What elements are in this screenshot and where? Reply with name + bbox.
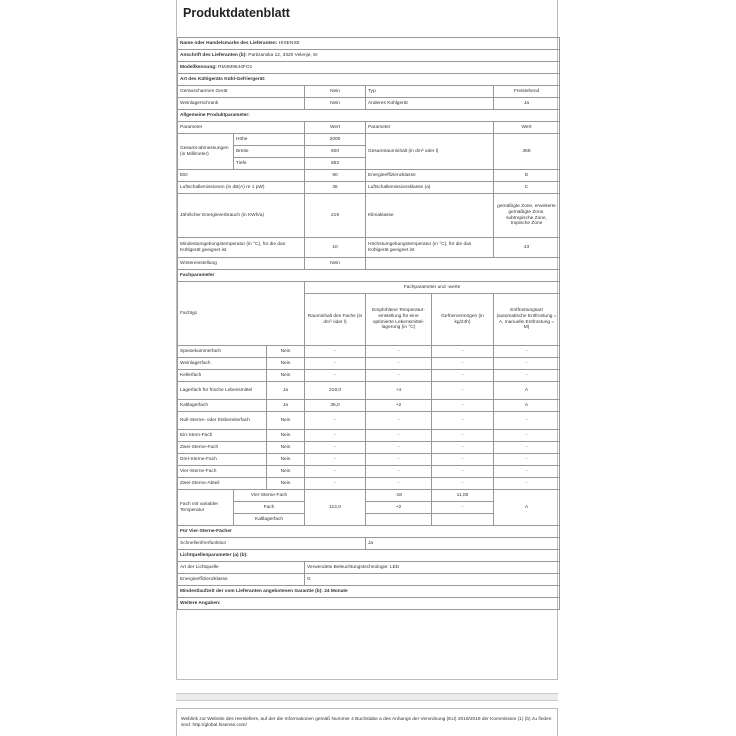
warranty-row: Mindestlaufzeit der vom Lieferanten angebotenen Garantie (b): 24 Monate bbox=[178, 586, 560, 598]
dimension-row: Tiefe 663 bbox=[178, 158, 560, 170]
compartment-row bbox=[178, 466, 560, 478]
compartment-temp-cell: - bbox=[366, 412, 432, 430]
light-class-row: Energieeffizienzklasse G bbox=[178, 574, 560, 586]
compartment-volume-cell: - bbox=[305, 478, 366, 490]
compartment-defrost-cell: - bbox=[494, 346, 560, 358]
light-heading: Lichtquellenparameter (a) (b): bbox=[178, 550, 560, 562]
compartment-freeze-cell: - bbox=[432, 370, 494, 382]
compartment-volume-cell: - bbox=[305, 358, 366, 370]
compartment-name-cell: Zwei-Sterne-Fach bbox=[178, 442, 267, 454]
compartment-freeze-cell: - bbox=[432, 400, 494, 412]
compartment-freeze-cell: - bbox=[432, 466, 494, 478]
compartment-row bbox=[178, 478, 560, 490]
energy-row: Jährlicher Energieverbrauch (in KWh/a) 219 Klimaklasse gemäßigte Zone, erweiterte gemäßigte Zone, subtropische Zone, tropische Zone bbox=[178, 194, 560, 238]
compartment-name-cell: Zwei-Sterne-Abteil bbox=[178, 478, 267, 490]
compartment-freeze-cell: - bbox=[432, 478, 494, 490]
compartment-defrost-cell: - bbox=[494, 478, 560, 490]
compartment-freeze-cell: - bbox=[432, 412, 494, 430]
compartment-volume-cell: - bbox=[305, 466, 366, 478]
compartment-present-cell: Nein bbox=[267, 454, 305, 466]
compartment-row bbox=[178, 370, 560, 382]
type-heading: Art des Kühlgeräts Kühl-Gefriergerät: bbox=[178, 74, 560, 86]
compartment-temp-cell: - bbox=[366, 442, 432, 454]
compartment-volume-cell: - bbox=[305, 430, 366, 442]
compartment-name-cell: Ein-Stern-Fach bbox=[178, 430, 267, 442]
compartment-row bbox=[178, 454, 560, 466]
compartment-defrost-cell: A bbox=[494, 382, 560, 400]
footer-note: Weblink zur Website des Herstellers, auf der die Informationen gemäß Nummer 4 Buchstabe a des Anhangs der Verordnung (EU) 2019/2019 der Kommission (1) (b) zu finden sind: http://global.hisense.com/ bbox=[176, 708, 558, 736]
compartment-temp-cell: +4 bbox=[366, 382, 432, 400]
compartment-freeze-cell: - bbox=[432, 442, 494, 454]
type-row: Weinlagerschrank Nein Anderes Kühlgerät Ja bbox=[178, 98, 560, 110]
compartment-defrost-cell: - bbox=[494, 466, 560, 478]
fast-freeze-row: Schnellenfrierfunktion Ja bbox=[178, 538, 560, 550]
compartment-temp-cell: - bbox=[366, 370, 432, 382]
compartment-temp-cell: - bbox=[366, 466, 432, 478]
product-data-sheet bbox=[176, 0, 558, 680]
compartment-heading: Fachparameter bbox=[178, 270, 560, 282]
compartment-present-cell: Ja bbox=[267, 382, 305, 400]
light-type-row: Art der Lichtquelle Verwendete Beleuchtungstechnologie: LED bbox=[178, 562, 560, 574]
sheet-title: Produktdatenblatt bbox=[183, 6, 290, 20]
compartment-name-cell: Weinlagerfach bbox=[178, 358, 267, 370]
compartment-group-row: Fachtyp Fachparameter und -werte bbox=[178, 282, 560, 294]
compartment-defrost-cell: - bbox=[494, 430, 560, 442]
compartment-defrost-cell: - bbox=[494, 370, 560, 382]
compartment-row bbox=[178, 358, 560, 370]
compartment-defrost-cell: - bbox=[494, 358, 560, 370]
compartment-present-cell: Nein bbox=[267, 442, 305, 454]
type-row: Geräuscharmes Gerät Nein Typ Freistehend bbox=[178, 86, 560, 98]
variable-compartment-row: Kaltlagerfach bbox=[178, 514, 560, 526]
compartment-defrost-cell: - bbox=[494, 442, 560, 454]
compartment-present-cell: Nein bbox=[267, 478, 305, 490]
compartment-defrost-cell: A bbox=[494, 400, 560, 412]
compartment-row bbox=[178, 430, 560, 442]
compartment-name-cell: Lagerfach für frische Lebensmittel bbox=[178, 382, 267, 400]
compartment-temp-cell: - bbox=[366, 346, 432, 358]
compartment-present-cell: Nein bbox=[267, 466, 305, 478]
compartment-volume-cell: 219,0 bbox=[305, 382, 366, 400]
compartment-defrost-cell: - bbox=[494, 412, 560, 430]
compartment-freeze-cell: - bbox=[432, 454, 494, 466]
compartment-name-cell: Drei-Sterne-Fach bbox=[178, 454, 267, 466]
compartment-freeze-cell: - bbox=[432, 430, 494, 442]
dimension-row: Gesamt-abmessungen (in Millimeter) Höhe 2000 Gesamtrauminhalt (in dm³ oder l) 368 bbox=[178, 134, 560, 146]
compartment-row bbox=[178, 412, 560, 430]
compartment-present-cell: Nein bbox=[267, 412, 305, 430]
data-table bbox=[177, 37, 560, 610]
temperature-row: Mindestumgebungstemperatur (in °C), für die das Kühlgerät geeignet ist 10 Höchstumgebungstemperatur (in °C), für die das Kühlgerät geeignet ist 43 bbox=[178, 238, 560, 258]
eei-row: EEI 90 Energieeffizienzklasse D bbox=[178, 170, 560, 182]
model-row: Modellkennung: RM4M9644FO1 bbox=[178, 62, 560, 74]
compartment-defrost-cell: - bbox=[494, 454, 560, 466]
compartment-volume-cell: - bbox=[305, 454, 366, 466]
compartment-temp-cell: - bbox=[366, 478, 432, 490]
compartment-temp-cell: - bbox=[366, 454, 432, 466]
variable-compartment-row: Fach +2 - bbox=[178, 502, 560, 514]
four-star-heading: Für Vier-Sterne-Fächer bbox=[178, 526, 560, 538]
compartment-row bbox=[178, 400, 560, 412]
compartment-header-row: Rauminhalt des Fachs (in dm³ oder l) Empfohlene Temperatur-einstellung für eine optimierte Lebensmittel-lagerung (in °C) Gefriervermögen (in kg/24h) Entfrostungsart (automatische Entfrostung = A, manuelle Entfrostung = M) bbox=[178, 294, 560, 346]
dimension-row: Breite 600 bbox=[178, 146, 560, 158]
compartment-freeze-cell: - bbox=[432, 358, 494, 370]
noise-row: Luftschallemissionen (in dB(A) re 1 pW) 36 Luftschallemissionsklasse (a) C bbox=[178, 182, 560, 194]
compartment-volume-cell: - bbox=[305, 412, 366, 430]
compartment-name-cell: Vier-Sterne-Fach bbox=[178, 466, 267, 478]
compartment-row bbox=[178, 442, 560, 454]
compartment-name-cell: Kaltlagerfach bbox=[178, 400, 267, 412]
general-header-row: Parameter Wert Parameter Wert bbox=[178, 122, 560, 134]
winter-row: Wintereinstellung Nein bbox=[178, 258, 560, 270]
compartment-volume-cell: - bbox=[305, 370, 366, 382]
compartment-volume-cell: 36,0 bbox=[305, 400, 366, 412]
variable-compartment-row: Fach mit variabler Temperatur Vier-Sterne-Fach 113,0 -18 11,00 A bbox=[178, 490, 560, 502]
compartment-temp-cell: - bbox=[366, 430, 432, 442]
general-heading: Allgemeine Produktparameter: bbox=[178, 110, 560, 122]
compartment-present-cell: Nein bbox=[267, 346, 305, 358]
compartment-volume-cell: - bbox=[305, 442, 366, 454]
additional-info-row: Weitere Angaben: bbox=[178, 598, 560, 610]
compartment-temp-cell: +2 bbox=[366, 400, 432, 412]
compartment-name-cell: Null-Sterne- oder Eisbereiterfach bbox=[178, 412, 267, 430]
compartment-present-cell: Nein bbox=[267, 430, 305, 442]
supplier-address-row: Anschrift des Lieferanten (b): Partizanska 12, 3320 Velenje, SI bbox=[178, 50, 560, 62]
compartment-name-cell: Kellerfach bbox=[178, 370, 267, 382]
compartment-volume-cell: - bbox=[305, 346, 366, 358]
compartment-present-cell: Nein bbox=[267, 358, 305, 370]
page-separator bbox=[176, 693, 558, 701]
compartment-present-cell: Ja bbox=[267, 400, 305, 412]
compartment-freeze-cell: - bbox=[432, 382, 494, 400]
compartment-name-cell: Speisekammerfach bbox=[178, 346, 267, 358]
compartment-temp-cell: - bbox=[366, 358, 432, 370]
compartment-present-cell: Nein bbox=[267, 370, 305, 382]
compartment-freeze-cell: - bbox=[432, 346, 494, 358]
supplier-name-row: Name oder Handelsmarke des Lieferanten: HISENSE bbox=[178, 38, 560, 50]
compartment-row bbox=[178, 382, 560, 400]
compartment-row bbox=[178, 346, 560, 358]
